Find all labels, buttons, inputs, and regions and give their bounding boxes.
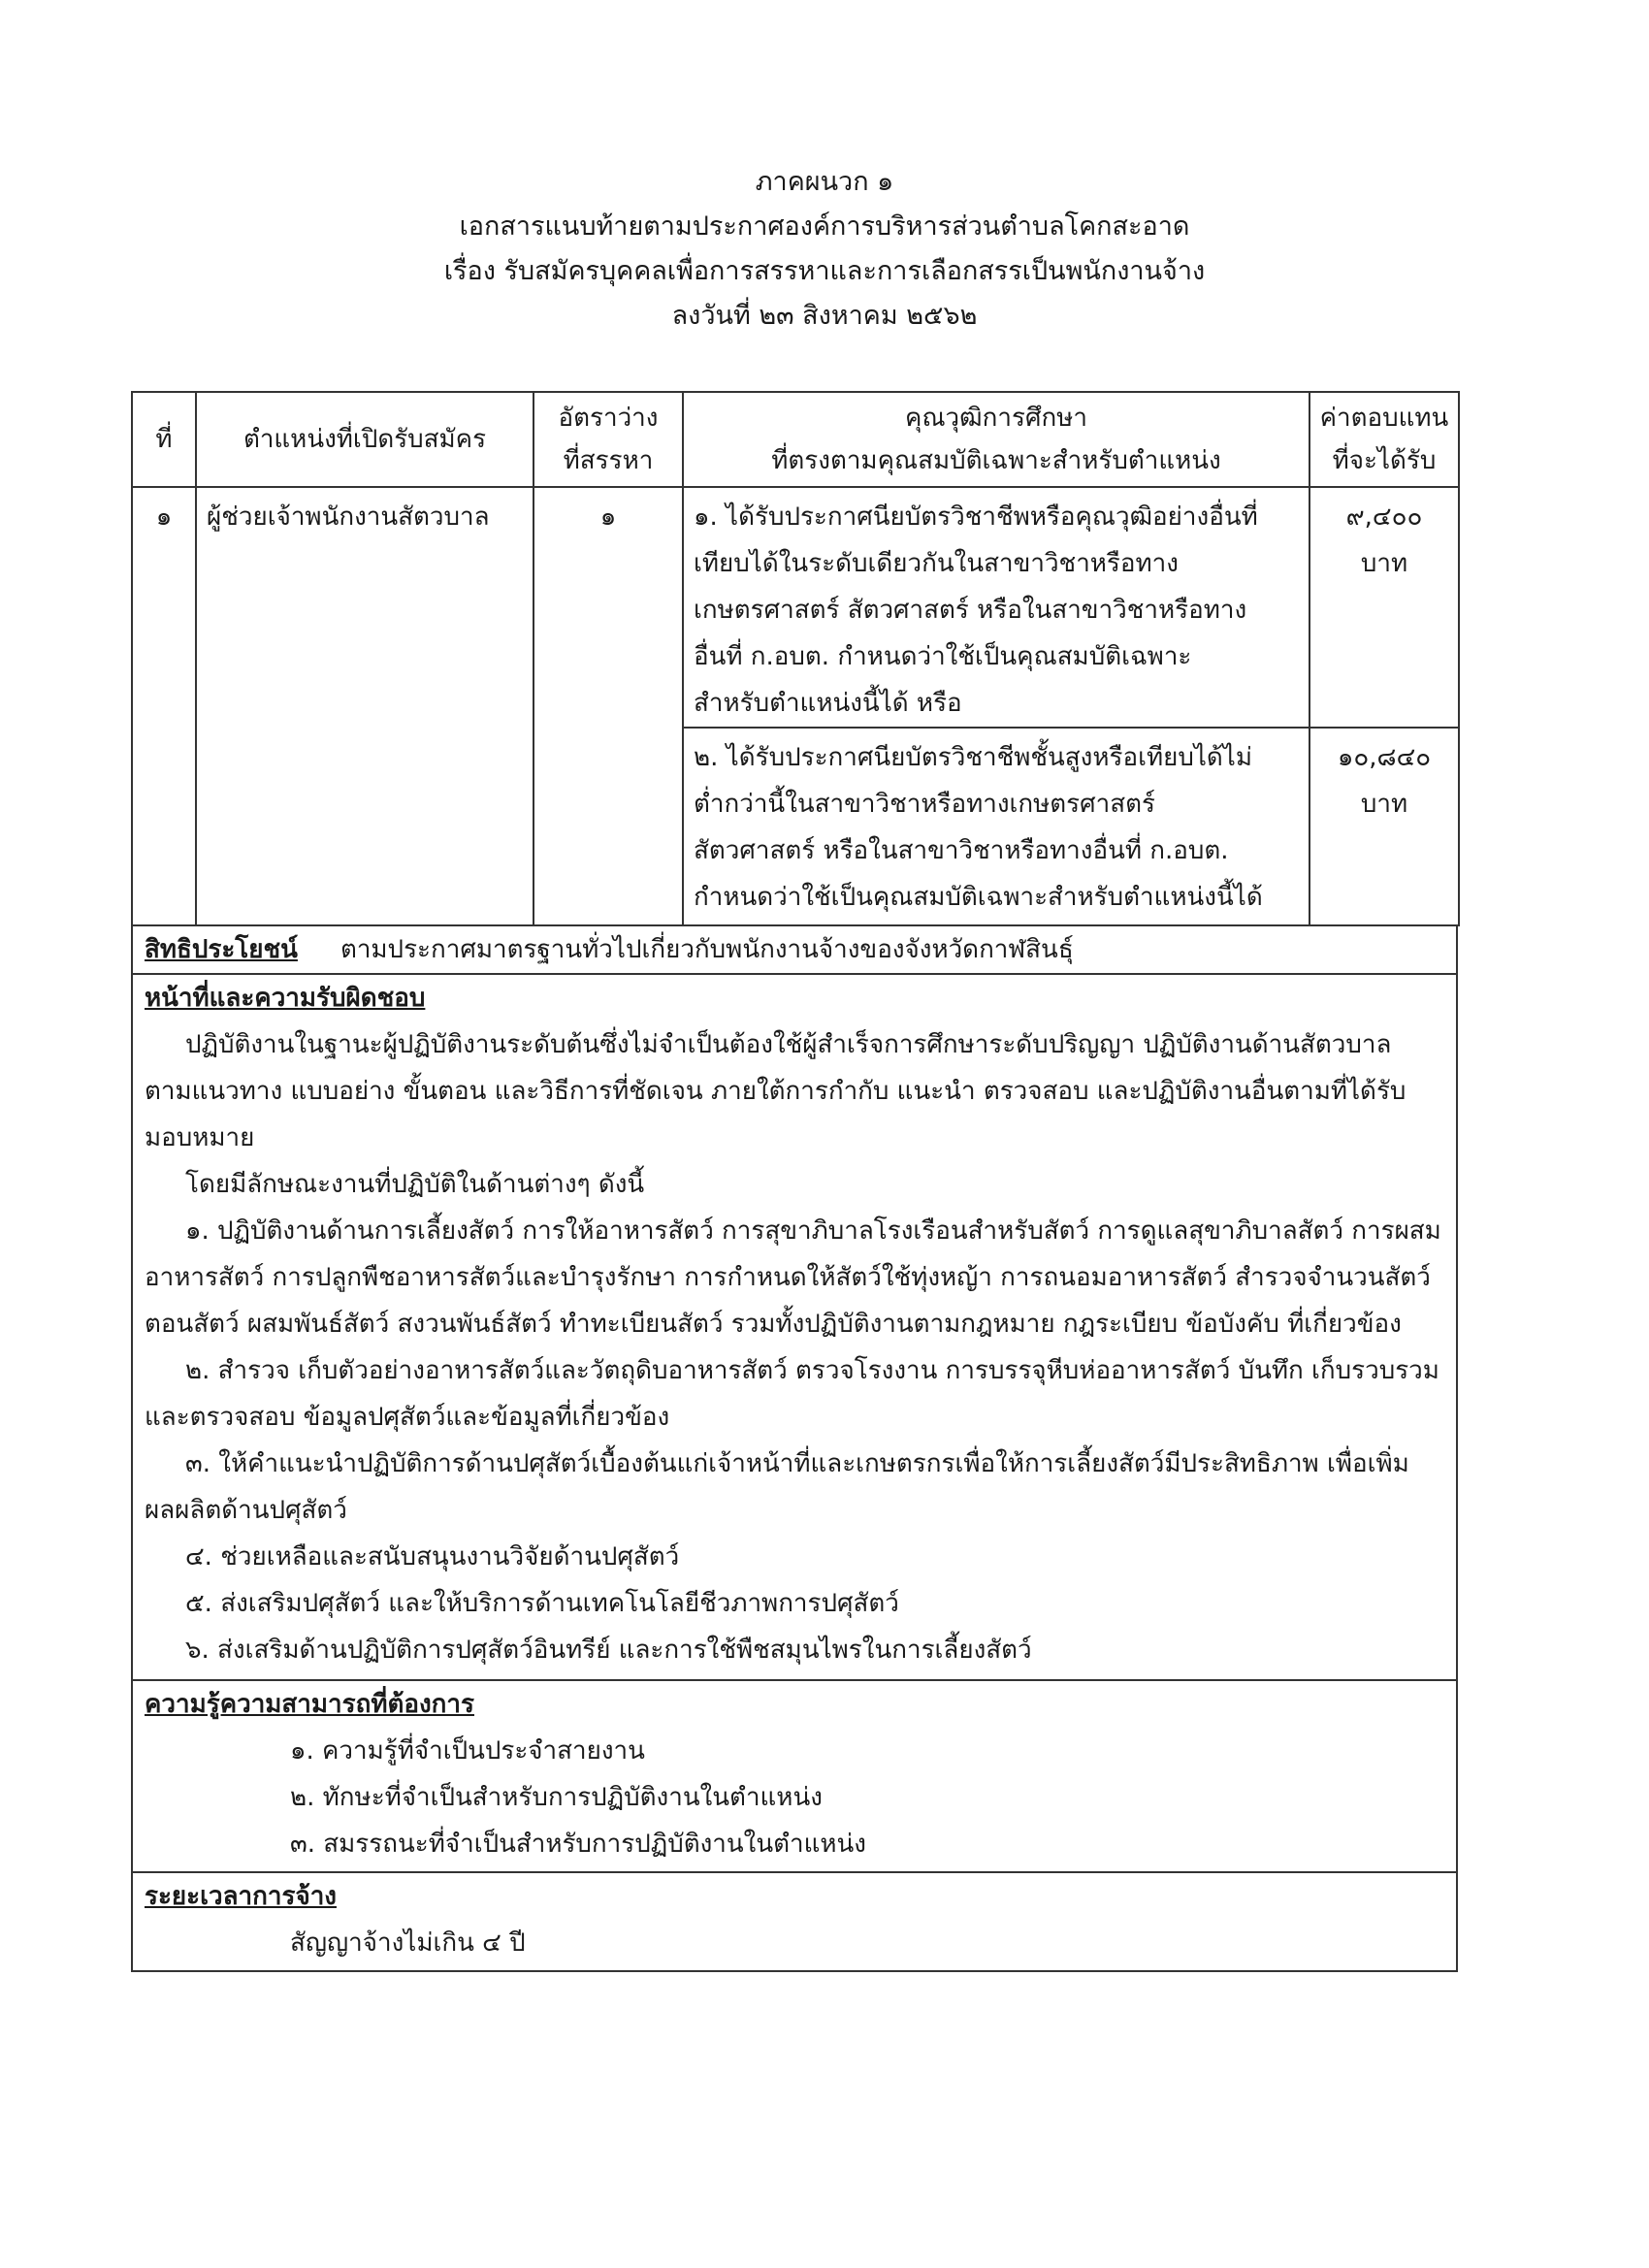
row-no: ๑ — [132, 487, 196, 925]
duties-section — [131, 975, 1458, 1681]
pay-2: ๑๐,๘๔๐ บาท — [1310, 728, 1459, 925]
header-qualification: คุณวุฒิการศึกษา ที่ตรงตามคุณสมบัติเฉพาะสำหรับตำแหน่ง — [683, 392, 1310, 487]
duties-intro: ปฏิบัติงานในฐานะผู้ปฏิบัติงานระดับต้นซึ่งไม่จำเป็นต้องใช้ผู้สำเร็จการศึกษาระดับปริญญา ปฏิบัติงานด้านสัตวบาล ตามแนวทาง แบบอย่าง ขั้นตอน และวิธีการที่ชัดเจน ภายใต้การกำกับ แนะนำ ตรวจสอบ และปฏิบัติงานอื่นตามที่ได้รับมอบหมาย — [145, 1030, 1406, 1152]
knowledge-item-2: ๒. ทักษะที่จำเป็นสำหรับการปฏิบัติงานในตำแหน่ง — [290, 1783, 823, 1812]
benefits-section — [131, 926, 1458, 975]
duration-title: ระยะเวลาการจ้าง — [145, 1882, 337, 1911]
table-header-row — [132, 392, 1459, 487]
benefits-title: สิทธิประโยชน์ — [145, 935, 298, 964]
benefits-text: ตามประกาศมาตรฐานทั่วไปเกี่ยวกับพนักงานจ้างของจังหวัดกาฬสินธุ์ — [340, 935, 1074, 964]
subject-line: เรื่อง รับสมัครบุคคลเพื่อการสรรหาและการเลือกสรรเป็นพนักงานจ้าง — [443, 256, 1206, 286]
positions-table — [131, 391, 1460, 926]
duty-item-6: ๖. ส่งเสริมด้านปฏิบัติการปศุสัตว์อินทรีย์ และการใช้พืชสมุนไพรในการเลี้ยงสัตว์ — [185, 1636, 1032, 1665]
attachment-title: เอกสารแนบท้ายตามประกาศองค์การบริหารส่วนตำบลโคกสะอาด — [459, 211, 1190, 242]
pay-1: ๙,๔๐๐ บาท — [1310, 487, 1459, 728]
duty-item-2: ๒. สำรวจ เก็บตัวอย่างอาหารสัตว์และวัตถุดิบอาหารสัตว์ ตรวจโรงงาน การบรรจุหีบห่ออาหารสัตว์ บันทึก เก็บรวบรวมและตรวจสอบ ข้อมูลปศุสัตว์และข้อมูลที่เกี่ยวข้อง — [145, 1356, 1439, 1432]
header-position: ตำแหน่งที่เปิดรับสมัคร — [196, 392, 534, 487]
row-position: ผู้ช่วยเจ้าพนักงานสัตวบาล — [196, 487, 534, 925]
header-rate: อัตราว่าง ที่สรรหา — [534, 392, 683, 487]
knowledge-item-1: ๑. ความรู้ที่จำเป็นประจำสายงาน — [290, 1736, 645, 1766]
duty-item-4: ๔. ช่วยเหลือและสนับสนุนงานวิจัยด้านปศุสัตว์ — [185, 1542, 680, 1571]
date-line: ลงวันที่ ๒๓ สิงหาคม ๒๕๖๒ — [671, 301, 978, 331]
header-no: ที่ — [132, 392, 196, 487]
document-header — [0, 160, 1649, 339]
duration-section — [131, 1873, 1458, 1972]
appendix-title: ภาคผนวก ๑ — [755, 167, 894, 197]
duty-item-1: ๑. ปฏิบัติงานด้านการเลี้ยงสัตว์ การให้อาหารสัตว์ การสุขาภิบาลโรงเรือนสำหรับสัตว์ การดูแลสุขาภิบาลสัตว์ การผสมอาหารสัตว์ การปลูกพืชอาหารสัตว์และบำรุงรักษา การกำหนดให้สัตว์ใช้ทุ่งหญ้า การถนอมอาหารสัตว์ สำรวจจำนวนสัตว์ ตอนสัตว์ ผสมพันธ์สัตว์ สงวนพันธ์สัตว์ ทำทะเบียนสัตว์ รวมทั้งปฏิบัติงานตามกฎหมาย กฎระเบียบ ข้อบังคับ ที่เกี่ยวข้อง — [145, 1216, 1441, 1339]
positions-section — [131, 391, 1458, 1972]
row-rate: ๑ — [534, 487, 683, 925]
duty-item-5: ๕. ส่งเสริมปศุสัตว์ และให้บริการด้านเทคโนโลยีชีวภาพการปศุสัตว์ — [185, 1589, 899, 1618]
duty-item-3: ๓. ให้คำแนะนำปฏิบัติการด้านปศุสัตว์เบื้องต้นแก่เจ้าหน้าที่และเกษตรกรเพื่อให้การเลี้ยงสัตว์มีประสิทธิภาพ เพื่อเพิ่มผลผลิตด้านปศุสัตว์ — [145, 1449, 1409, 1525]
header-pay: ค่าตอบแทน ที่จะได้รับ — [1310, 392, 1459, 487]
qualification-2: ๒. ได้รับประกาศนียบัตรวิชาชีพชั้นสูงหรือเทียบได้ไม่ ต่ำกว่านี้ในสาขาวิชาหรือทางเกษตรศาสตร์ สัตวศาสตร์ หรือในสาขาวิชาหรือทางอื่นที่ ก.อบต. กำหนดว่าใช้เป็นคุณสมบัติเฉพาะสำหรับตำแหน่งนี้ได้ — [683, 728, 1310, 925]
knowledge-item-3: ๓. สมรรถนะที่จำเป็นสำหรับการปฏิบัติงานในตำแหน่ง — [290, 1830, 866, 1859]
duties-title: หน้าที่และความรับผิดชอบ — [145, 984, 426, 1013]
qualification-1: ๑. ได้รับประกาศนียบัตรวิชาชีพหรือคุณวุฒิอย่างอื่นที่ เทียบได้ในระดับเดียวกันในสาขาวิชาหรือทาง เกษตรศาสตร์ สัตวศาสตร์ หรือในสาขาวิชาหรือทาง อื่นที่ ก.อบต. กำหนดว่าใช้เป็นคุณสมบัติเฉพาะ สำหรับตำแหน่งนี้ได้ หรือ — [683, 487, 1310, 728]
table-row — [132, 487, 1459, 728]
duties-lead: โดยมีลักษณะงานที่ปฏิบัติในด้านต่างๆ ดังนี้ — [185, 1170, 645, 1199]
knowledge-section — [131, 1681, 1458, 1873]
knowledge-title: ความรู้ความสามารถที่ต้องการ — [145, 1690, 474, 1719]
duration-text: สัญญาจ้างไม่เกิน ๔ ปี — [290, 1928, 526, 1958]
